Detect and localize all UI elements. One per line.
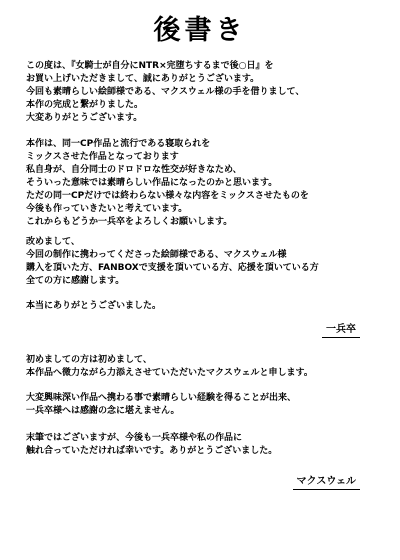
signature-illustrator: マクスウェル bbox=[297, 472, 357, 487]
text-line: そういった意味では素晴らしい作品になったのかと思います。 bbox=[26, 178, 278, 188]
text-line: 末筆ではございますが、今後も一兵卒様や私の作品に bbox=[26, 433, 243, 443]
text-line: 本作品へ微力ながら力添えさせていただいたマクスウェルと申します。 bbox=[26, 368, 313, 378]
text-line: 改めまして、 bbox=[26, 237, 80, 247]
signature-author: 一兵卒 bbox=[326, 320, 356, 335]
text-line: 大変ありがとうございます。 bbox=[26, 113, 143, 123]
text-line: 今後も作っていきたいと考えています。 bbox=[26, 204, 188, 214]
s1-paragraph-thanks bbox=[26, 60, 386, 125]
s1-paragraph-acknowledgement bbox=[26, 236, 386, 288]
page-title: 後書き bbox=[153, 15, 247, 46]
text-line: 全ての方に感謝します。 bbox=[26, 276, 125, 286]
text-line: 本作は、同一CP作品と流行である寝取られを bbox=[26, 139, 211, 149]
text-line: 本当にありがとうございました。 bbox=[26, 301, 162, 311]
text-line: 一兵卒様へは感謝の念に堪えません。 bbox=[26, 406, 180, 416]
text-line: ミックスさせた作品となっております bbox=[26, 152, 179, 162]
text-line: 触れ合っていただければ幸いです。ありがとうございました。 bbox=[26, 446, 278, 456]
text-line: 本作の完成と繋がりました。 bbox=[26, 100, 144, 110]
s2-paragraph-intro bbox=[26, 354, 386, 380]
text-line: 今回の制作に携わってくださった絵師様である、マクスウェル様 bbox=[26, 250, 287, 260]
text-line: お買い上げいただきまして、誠にありがとうございます。 bbox=[26, 74, 260, 84]
text-line: ただの同一CPだけでは終わらない様々な内容をミックスさせたものを bbox=[26, 191, 309, 201]
text-line: 私自身が、自分同士のドロドロな性交が好きなため、 bbox=[26, 165, 242, 175]
s2-paragraph-closing bbox=[26, 432, 386, 458]
text-line: 今回も素晴らしい絵師様である、マクスウェル様の手を借りまして、 bbox=[26, 87, 305, 97]
text-line: 初めましての方は初めまして、 bbox=[26, 355, 152, 365]
text-line: この度は、『女騎士が自分にNTR×完堕ちするまで後○日』を bbox=[26, 61, 274, 71]
s2-paragraph-experience bbox=[26, 392, 386, 418]
text-line: これからもどうか一兵卒をよろしくお願いします。 bbox=[26, 217, 233, 227]
s1-paragraph-closing bbox=[26, 300, 386, 313]
s1-paragraph-about bbox=[26, 138, 386, 229]
text-line: 大変興味深い作品へ携わる事で素晴らしい経験を得ることが出来、 bbox=[26, 393, 297, 403]
text-line: 購入を頂いた方、FANBOXで支援を頂いている方、応援を頂いている方 bbox=[26, 263, 319, 273]
